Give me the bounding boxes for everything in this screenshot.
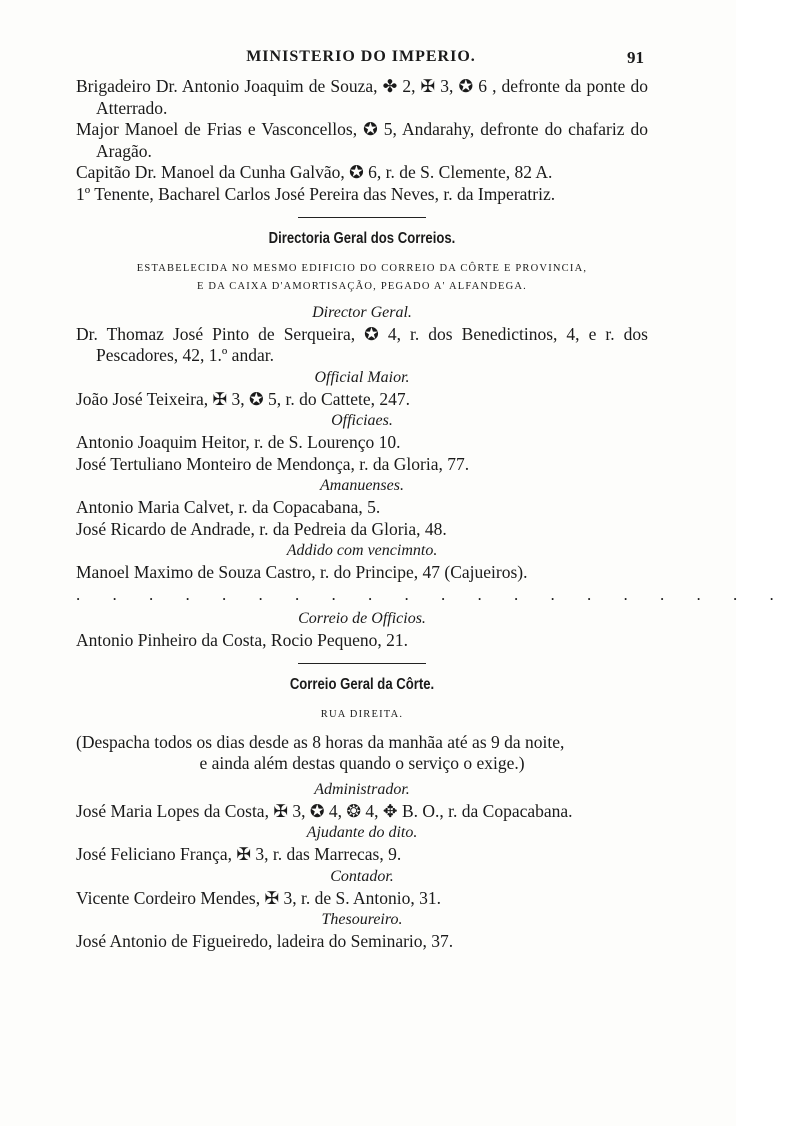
intro-entry: Major Manoel de Frias e Vasconcellos, ✪ 5, Andarahy, defronte do chafariz do Aragão. [76,119,648,161]
section-subtitle [76,260,648,296]
entry-contador: Vicente Cordeiro Mendes, ✠ 3, r. de S. Antonio, 31. [76,887,442,908]
role-heading: Administrador. [314,780,410,798]
page-number: 91 [627,48,644,67]
section-divider [298,663,426,664]
section-title-directoria: Directoria Geral dos Correios. [268,230,456,247]
role-heading: Thesoureiro. [321,911,403,928]
entry-ajudante: José Feliciano França, ✠ 3, r. das Marrecas, 9. [76,844,402,864]
hours-note-line-2: e ainda além destas quando o serviço o exige.) [199,753,525,773]
role-heading: Addido com vencimnto. [286,542,438,559]
intro-entry: Capitão Dr. Manoel da Cunha Galvão, ✪ 6, r. de S. Clemente, 82 A. [76,162,553,182]
entry-amanuense: José Ricardo de Andrade, r. da Pedreia da Gloria, 48. [76,518,447,539]
entry-director: Dr. Thomaz José Pinto de Serqueira, ✪ 4, r. dos Benedictinos, 4, e r. dos Pescadores, 42, 1.º andar. [76,323,648,365]
section-title-correio-geral: Correio Geral da Côrte. [289,676,435,693]
role-heading: Contador. [330,867,394,885]
intro-entry: 1º Tenente, Bacharel Carlos José Pereira das Neves, r. da Imperatriz. [76,183,556,204]
entry-official: Antonio Joaquim Heitor, r. de S. Lourenço 10. [76,432,401,452]
subtitle-line-1: ESTABELECIDA NO MESMO EDIFICIO DO CORREIO DA CÔRTE E PROVINCIA, [136,262,588,274]
entry-addido: Manoel Maximo de Souza Castro, r. do Principe, 47 (Cajueiros). [76,562,528,582]
entry-thesoureiro: José Antonio de Figueiredo, ladeira do Seminario, 37. [76,931,454,951]
section-address: RUA DIREITA. [320,708,404,720]
role-heading: Director Geral. [312,303,412,321]
role-heading: Official Maior. [314,368,410,386]
role-heading: Amanuenses. [320,477,404,494]
dotted-leader: . . . . . . . . . . . . . . . . . . . . [76,584,788,604]
entry-official: José Tertuliano Monteiro de Mendonça, r. da Gloria, 77. [76,453,470,474]
entry-official-maior: João José Teixeira, ✠ 3, ✪ 5, r. do Cattete, 247. [76,388,410,409]
role-heading: Correio de Officios. [298,609,426,627]
role-heading: Officiaes. [331,412,393,429]
entry-administrador: José Maria Lopes da Costa, ✠ 3, ✪ 4, ❂ 4, ✥ B. O., r. da Copacabana. [76,800,573,821]
entry-correio-officios: Antonio Pinheiro da Costa, Rocio Pequeno, 21. [76,629,408,650]
running-title: MINISTERIO DO IMPERIO. [246,48,476,65]
page-body [76,76,788,953]
subtitle-line-2: E DA CAIXA D'AMORTISAÇÃO, PEGADO A' ALFANDEGA. [196,280,527,292]
intro-entry: Brigadeiro Dr. Antonio Joaquim de Souza, ✤ 2, ✠ 3, ✪ 6 , defronte da ponte do Atterrado. [76,76,648,118]
section-divider [298,217,426,218]
page-header [78,48,644,72]
entry-amanuense: Antonio Maria Calvet, r. da Copacabana, 5. [76,497,381,517]
role-heading: Ajudante do dito. [306,824,418,841]
hours-note-line-1: (Despacha todos os dias desde as 8 horas da manhãa até as 9 da noite, [76,731,565,752]
